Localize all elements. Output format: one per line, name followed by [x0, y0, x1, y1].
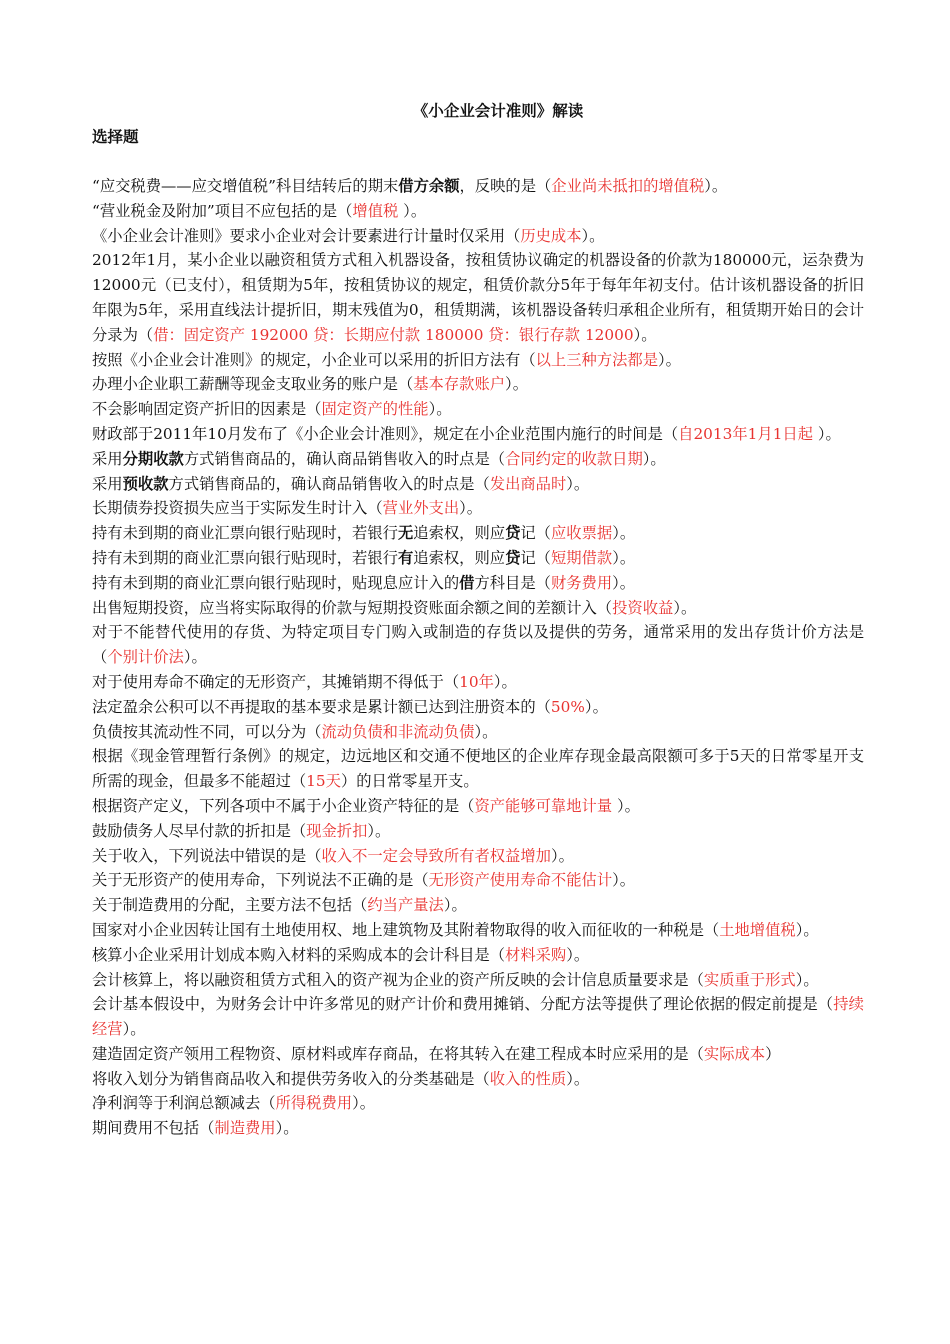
question-item — [92, 670, 864, 695]
answer-text: 财务费用 — [550, 573, 613, 592]
answer-text: 所得税费用 — [275, 1094, 353, 1113]
question-text: ，反映的是（ — [459, 177, 552, 195]
answer-text: 自2013年1月1日起 — [678, 424, 818, 443]
question-item — [92, 248, 864, 347]
question-text: 国家对小企业因转让国有土地使用权、地上建筑物及其附着物取得的收入而征收的一种税是（ — [92, 920, 720, 939]
question-text: 会计核算上，将以融资租赁方式租入的资产视为企业的资产所反映的会计信息质量要求是（ — [92, 970, 704, 989]
answer-text: 约当产量法 — [367, 896, 444, 915]
question-text: ）。 — [122, 1020, 146, 1039]
question-item — [92, 720, 864, 745]
question-text: 《小企业会计准则》要求小企业对会计要素进行计量时仅采用（ — [92, 226, 521, 245]
question-item — [92, 447, 864, 472]
question-text: 持有未到期的商业汇票向银行贴现时，若银行 — [92, 524, 398, 543]
answer-text: 持续经营 — [92, 995, 864, 1039]
answer-text: 15天 — [306, 772, 341, 791]
question-text: 建造固定资产领用工程物资、原材料或库存商品，在将其转入在建工程成本时应采用的是（ — [92, 1044, 704, 1063]
document-page — [92, 100, 864, 1141]
question-text: ）。 — [566, 1069, 590, 1088]
question-text: 鼓励债务人尽早付款的折扣是（ — [92, 821, 307, 840]
answer-text: 10年 — [459, 672, 494, 691]
question-text: ）。 — [403, 201, 427, 220]
question-text: 记（ — [520, 548, 551, 567]
emphasis-text: 分期收款 — [122, 449, 184, 468]
question-text: ）。 — [275, 1119, 299, 1138]
question-text: ）的日常零星开支。 — [340, 772, 479, 791]
answer-text: 制造费用 — [214, 1119, 276, 1138]
answer-text: 流动负债和非流动负债 — [321, 722, 475, 741]
question-text: 持有未到期的商业汇票向银行贴现时，若银行 — [92, 548, 398, 567]
answer-text: 增值税 — [352, 201, 404, 220]
emphasis-text: 借方余额 — [398, 177, 460, 195]
document-title: 《小企业会计准则》解读 — [412, 101, 584, 120]
question-text: “营业税金及附加”项目不应包括的是（ — [92, 201, 353, 220]
emphasis-text: 有 — [397, 548, 414, 567]
answer-text: 投资收益 — [612, 598, 674, 617]
question-item — [92, 992, 864, 1042]
question-text: 方科目是（ — [474, 573, 551, 592]
question-item — [92, 1116, 864, 1141]
question-item — [92, 1067, 864, 1092]
question-item — [92, 819, 864, 844]
question-item — [92, 596, 864, 621]
question-text: 按照《小企业会计准则》的规定，小企业可以采用的折旧方法有（ — [92, 350, 536, 369]
emphasis-text: 预收款 — [122, 474, 169, 493]
question-text: 2012年1月，某小企业以融资租赁方式租入机器设备，按租赁协议确定的机器设备的价款为180000元，运杂费为12000元（已支付），租赁期为5年，按租赁协议的规定，租赁价款分5年于每年年初支付。估计该机器设备的折旧年限为5年，采用直线法计提折旧，期末残值为0，租赁期满，该机器设备转归承租企业所有，租赁期开始日的会计分录为（ — [92, 251, 864, 344]
question-text: 出售短期投资，应当将实际取得的价款与短期投资账面余额之间的差额计入（ — [92, 598, 613, 617]
question-item — [92, 794, 864, 819]
question-item — [92, 174, 864, 199]
answer-text: 50% — [550, 697, 585, 716]
question-item — [92, 521, 864, 546]
question-text: ）。 — [581, 226, 605, 245]
question-item — [92, 397, 864, 422]
answer-text: 应收票据 — [550, 524, 613, 543]
question-text: 不会影响固定资产折旧的因素是（ — [92, 400, 322, 419]
question-text: 会计基本假设中，为财务会计中许多常见的财产计价和费用摊销、分配方法等提供了理论依据的假定前提是（ — [92, 995, 834, 1014]
answer-text: 资产能够可靠地计量 — [474, 796, 617, 815]
answer-text: 现金折扣 — [306, 821, 368, 840]
question-item — [92, 546, 864, 571]
question-text: 净利润等于利润总额减去（ — [92, 1094, 276, 1113]
question-text: ）。 — [612, 548, 636, 567]
question-item — [92, 868, 864, 893]
answer-text: 基本存款账户 — [413, 375, 506, 394]
question-text: ）。 — [428, 400, 452, 419]
question-text: “应交税费——应交增值税”科目结转后的期末 — [92, 177, 399, 195]
answer-text: 发出商品时 — [489, 474, 567, 493]
question-text: 采用 — [92, 449, 123, 468]
question-text: ）。 — [566, 945, 590, 964]
question-text: 期间费用不包括（ — [92, 1119, 215, 1138]
answer-text: 历史成本 — [520, 226, 582, 245]
question-text: ）。 — [817, 424, 841, 443]
answer-text: 短期借款 — [550, 548, 613, 567]
question-item — [92, 372, 864, 397]
question-text: ）。 — [642, 449, 666, 468]
answer-text: 借：固定资产 192000 贷：长期应付款 180000 贷：银行存款 12000 — [153, 325, 634, 344]
answer-text: 合同约定的收款日期 — [505, 449, 643, 468]
question-item — [92, 744, 864, 794]
answer-text: 个别计价法 — [107, 648, 184, 667]
question-text: ）。 — [367, 821, 391, 840]
question-text: 关于收入，下列说法中错误的是（ — [92, 846, 322, 865]
question-item — [92, 918, 864, 943]
question-text: 追索权，则应 — [413, 524, 506, 543]
question-text: 根据《现金管理暂行条例》的规定，边远地区和交通不便地区的企业库存现金最高限额可多于5天的日常零星开支所需的现金，但最多不能超过（ — [92, 747, 864, 791]
question-item — [92, 695, 864, 720]
emphasis-text: 借 — [459, 573, 475, 592]
question-text: ）。 — [183, 648, 207, 667]
emphasis-text: 无 — [397, 524, 414, 543]
question-text: ）。 — [673, 598, 697, 617]
answer-text: 收入不一定会导致所有者权益增加 — [321, 846, 551, 865]
question-text: 对于不能替代使用的存货、为特定项目专门购入或制造的存货以及提供的劳务，通常采用的发出存货计价方法是（ — [92, 623, 864, 667]
question-text: ）。 — [459, 499, 483, 518]
question-text: ）。 — [443, 896, 467, 915]
question-item — [92, 571, 864, 596]
question-text: ）。 — [550, 846, 574, 865]
answer-text: 收入的性质 — [489, 1069, 567, 1088]
question-text: ）。 — [633, 325, 657, 344]
question-item — [92, 348, 864, 373]
question-item — [92, 968, 864, 993]
question-text: ）。 — [612, 524, 636, 543]
question-item — [92, 893, 864, 918]
question-text: ）。 — [474, 722, 498, 741]
answer-text: 材料采购 — [505, 945, 567, 964]
question-text: 记（ — [520, 524, 551, 543]
answer-text: 固定资产的性能 — [321, 400, 429, 419]
question-list — [92, 174, 864, 1141]
question-text: ）。 — [493, 672, 517, 691]
question-text: ）。 — [566, 474, 590, 493]
question-text: ）。 — [658, 350, 681, 369]
answer-text: 无形资产使用寿命不能估计 — [428, 871, 613, 890]
question-item — [92, 943, 864, 968]
question-text: 办理小企业职工薪酬等现金支取业务的账户是（ — [92, 375, 414, 394]
question-text: 核算小企业采用计划成本购入材料的采购成本的会计科目是（ — [92, 945, 506, 964]
answer-text: 实质重于形式 — [703, 970, 796, 989]
question-text: ）。 — [612, 573, 636, 592]
question-text: ）。 — [795, 920, 819, 939]
question-item — [92, 224, 864, 249]
question-text: 关于制造费用的分配，主要方法不包括（ — [92, 896, 368, 915]
question-text: ）。 — [704, 177, 728, 195]
answer-text: 企业尚未抵扣的增值税 — [551, 177, 705, 195]
question-text: 根据资产定义，下列各项中不属于小企业资产特征的是（ — [92, 796, 475, 815]
question-text: 对于使用寿命不确定的无形资产，其摊销期不得低于（ — [92, 672, 460, 691]
question-item — [92, 620, 864, 670]
question-text: ）。 — [612, 871, 636, 890]
question-text: 财政部于2011年10月发布了《小企业会计准则》，规定在小企业范围内施行的时间是（ — [92, 424, 679, 443]
question-text: ） — [765, 1044, 781, 1063]
question-text: 负债按其流动性不同，可以分为（ — [92, 722, 322, 741]
question-item — [92, 844, 864, 869]
answer-text: 营业外支出 — [382, 499, 460, 518]
question-item — [92, 472, 864, 497]
question-text: ）。 — [505, 375, 528, 394]
question-text: 采用 — [92, 474, 123, 493]
question-item — [92, 496, 864, 521]
question-item — [92, 1091, 864, 1116]
section-heading: 选择题 — [92, 127, 139, 146]
question-text: ）。 — [795, 970, 819, 989]
question-text: ）。 — [616, 796, 640, 815]
question-item — [92, 1042, 864, 1067]
question-text: 法定盈余公积可以不再提取的基本要求是累计额已达到注册资本的（ — [92, 697, 551, 716]
emphasis-text: 贷 — [505, 524, 521, 543]
question-text: 方式销售商品的，确认商品销售收入的时点是（ — [168, 474, 490, 493]
answer-text: 实际成本 — [703, 1044, 766, 1063]
question-text: 方式销售商品的，确认商品销售收入的时点是（ — [183, 449, 506, 468]
question-text: 关于无形资产的使用寿命，下列说法不正确的是（ — [92, 871, 429, 890]
question-item — [92, 199, 864, 224]
question-text: ）。 — [352, 1094, 376, 1113]
question-text: 持有未到期的商业汇票向银行贴现时，贴现息应计入的 — [92, 573, 460, 592]
question-item — [92, 422, 864, 447]
question-text: 将收入划分为销售商品收入和提供劳务收入的分类基础是（ — [92, 1069, 490, 1088]
question-text: 追索权，则应 — [413, 548, 506, 567]
answer-text: 土地增值税 — [719, 920, 796, 939]
answer-text: 以上三种方法都是 — [535, 350, 659, 369]
question-text: ）。 — [584, 697, 608, 716]
emphasis-text: 贷 — [505, 548, 521, 567]
question-text: 长期债券投资损失应当于实际发生时计入（ — [92, 499, 383, 518]
